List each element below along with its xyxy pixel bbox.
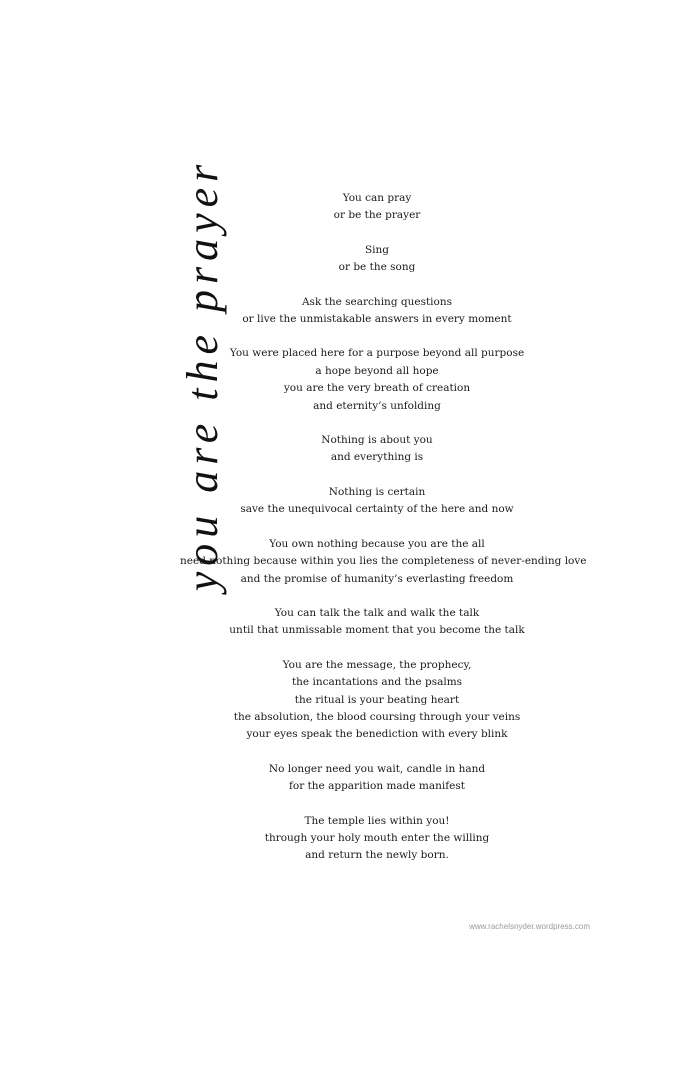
poem-line: Ask the searching questions <box>301 295 453 308</box>
stanza <box>180 294 574 329</box>
poem-line: need nothing because within you lies the completeness of never-ending love <box>180 555 587 568</box>
poem-line: and the promise of humanity’s everlasting freedom <box>240 572 514 585</box>
stanza <box>180 242 574 277</box>
poem-line: your eyes speak the benediction with every blink <box>246 728 508 741</box>
poem-line: Nothing is certain <box>328 485 426 498</box>
poem-line: the incantations and the psalms <box>291 676 463 689</box>
poem-line: until that unmissable moment that you become the talk <box>229 624 525 637</box>
poem-line: You were placed here for a purpose beyond all purpose <box>229 347 525 360</box>
poem-title: you are the prayer <box>178 158 227 592</box>
poem-line: You can talk the talk and walk the talk <box>274 606 480 619</box>
poem-line: Sing <box>364 243 390 256</box>
poem-line: You are the message, the prophecy, <box>282 658 472 671</box>
poem-line: No longer need you wait, candle in hand <box>268 762 486 775</box>
stanza <box>180 484 574 519</box>
poem-line: through your holy mouth enter the willing <box>264 831 490 844</box>
poem-line: you are the very breath of creation <box>283 382 471 395</box>
stanza <box>180 657 574 744</box>
poem-line: and return the newly born. <box>305 849 449 862</box>
poem-line: You own nothing because you are the all <box>269 537 485 550</box>
poem-line: The temple lies within you! <box>304 814 450 827</box>
stanza <box>180 432 574 467</box>
poem-line: a hope beyond all hope <box>315 364 439 377</box>
poem-line: and everything is <box>330 451 424 464</box>
poem-line: or live the unmistakable answers in every moment <box>242 313 512 326</box>
stanza <box>180 345 574 415</box>
poem-body <box>180 190 587 882</box>
poem-line: Nothing is about you <box>321 434 433 447</box>
poem-line: the absolution, the blood coursing through your veins <box>233 710 521 723</box>
poem-line: save the unequivocal certainty of the here and now <box>240 503 514 516</box>
stanza <box>180 761 574 796</box>
website-credit: www.rachelsnyder.wordpress.com <box>469 922 590 931</box>
stanza <box>180 190 574 225</box>
poem-line: the ritual is your beating heart <box>294 693 460 706</box>
poem-line: or be the song <box>338 261 416 274</box>
stanza <box>180 813 574 865</box>
stanza <box>180 536 587 588</box>
poem-line: or be the prayer <box>333 209 421 222</box>
poem-line: and eternity’s unfolding <box>313 399 441 412</box>
stanza <box>180 605 574 640</box>
poem-line: You can pray <box>342 192 412 204</box>
poem-line: for the apparition made manifest <box>289 780 465 793</box>
